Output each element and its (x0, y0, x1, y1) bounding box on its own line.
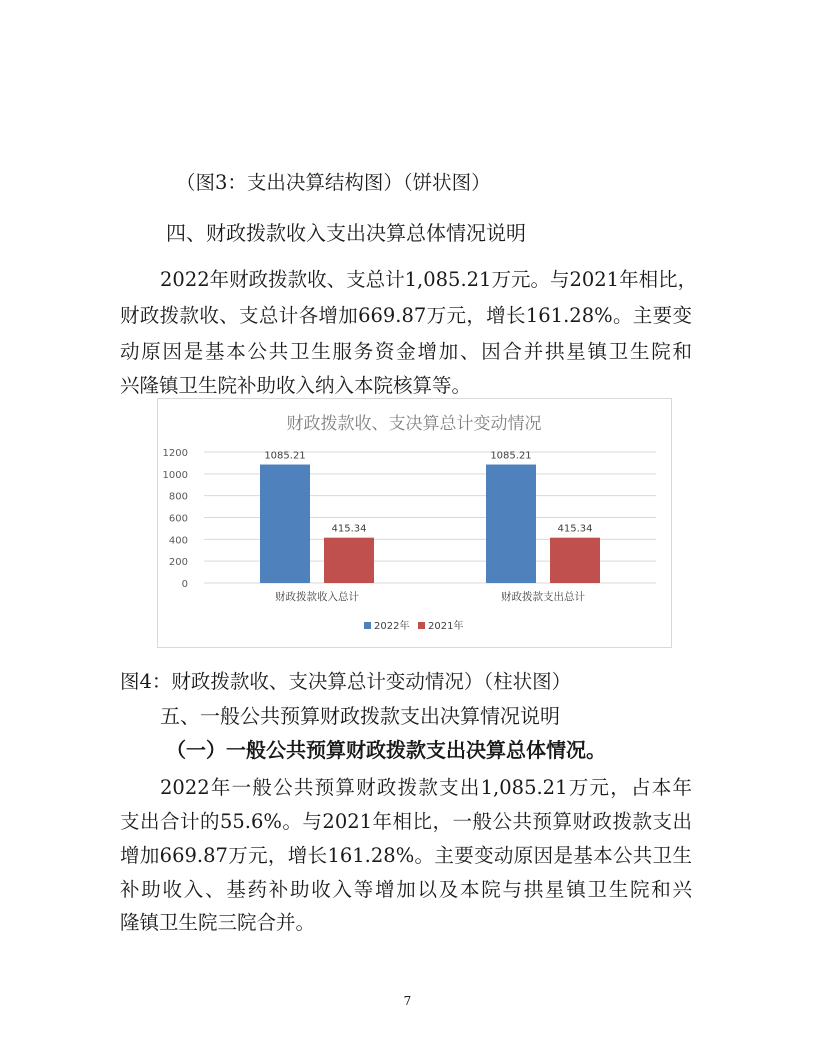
section-5-para-line-5: 隆镇卫生院三院合并。 (120, 911, 316, 934)
section-5-para-line-1: 2022年一般公共预算财政拨款支出1,085.21万元，占本年 (160, 776, 692, 799)
y-tick-label: 200 (168, 557, 188, 569)
y-tick-label: 0 (181, 579, 188, 590)
y-tick-label: 800 (168, 491, 188, 503)
section-5-heading: 五、一般公共预算财政拨款支出决算情况说明 (160, 704, 560, 728)
bar-value-label: 1085.21 (264, 450, 306, 462)
legend-label: 2022年 (374, 621, 410, 632)
bar-value-label: 1085.21 (490, 450, 532, 462)
bar (324, 538, 374, 583)
page-number: 7 (403, 994, 412, 1008)
section-5-para-line-3: 增加669.87万元，增长161.28%。主要变动原因是基本公共卫生 (120, 844, 692, 867)
section-4-para-line-1: 2022年财政拨款收、支总计1,085.21万元。与2021年相比， (160, 268, 698, 291)
y-tick-label: 1000 (162, 469, 188, 481)
legend-label: 2021年 (428, 621, 464, 632)
bar (260, 465, 310, 583)
chart-bars (260, 451, 600, 583)
figure-3-caption: （图3：支出决算结构图）（饼状图） (176, 171, 491, 194)
bar-chart (157, 398, 672, 648)
chart-x-axis (275, 590, 585, 603)
bar-value-label: 415.34 (557, 523, 593, 535)
y-tick-label: 600 (168, 513, 188, 525)
section-4-heading: 四、财政拨款收入支出决算总体情况说明 (166, 221, 526, 245)
chart-legend (364, 619, 463, 632)
bar-value-label: 415.34 (331, 523, 367, 535)
bar-chart-canvas (158, 399, 671, 647)
bar (550, 538, 600, 583)
chart-title: 财政拨款收、支决算总计变动情况 (286, 414, 542, 434)
figure-4-caption: 图4：财政拨款收、支决算总计变动情况）（柱状图） (120, 670, 572, 693)
legend-swatch (418, 622, 425, 629)
y-tick-label: 1200 (162, 448, 188, 459)
section-5-para-line-2: 支出合计的55.6%。与2021年相比，一般公共预算财政拨款支出 (120, 810, 692, 833)
x-category-label: 财政拨款支出总计 (501, 591, 585, 603)
bar (486, 465, 536, 583)
section-4-para-line-2: 财政拨款收、支总计各增加669.87万元，增长161.28%。主要变 (120, 304, 692, 327)
section-4-para-line-4: 兴隆镇卫生院补助收入纳入本院核算等。 (120, 374, 472, 397)
x-category-label: 财政拨款收入总计 (275, 591, 359, 603)
section-5-subheading: （一）一般公共预算财政拨款支出决算总体情况。 (166, 738, 606, 762)
legend-swatch (364, 622, 371, 629)
section-5-para-line-4: 补助收入、基药补助收入等增加以及本院与拱星镇卫生院和兴 (120, 878, 692, 901)
y-tick-label: 400 (168, 535, 188, 547)
chart-y-axis (163, 448, 188, 590)
section-4-para-line-3: 动原因是基本公共卫生服务资金增加、因合并拱星镇卫生院和 (120, 340, 692, 363)
